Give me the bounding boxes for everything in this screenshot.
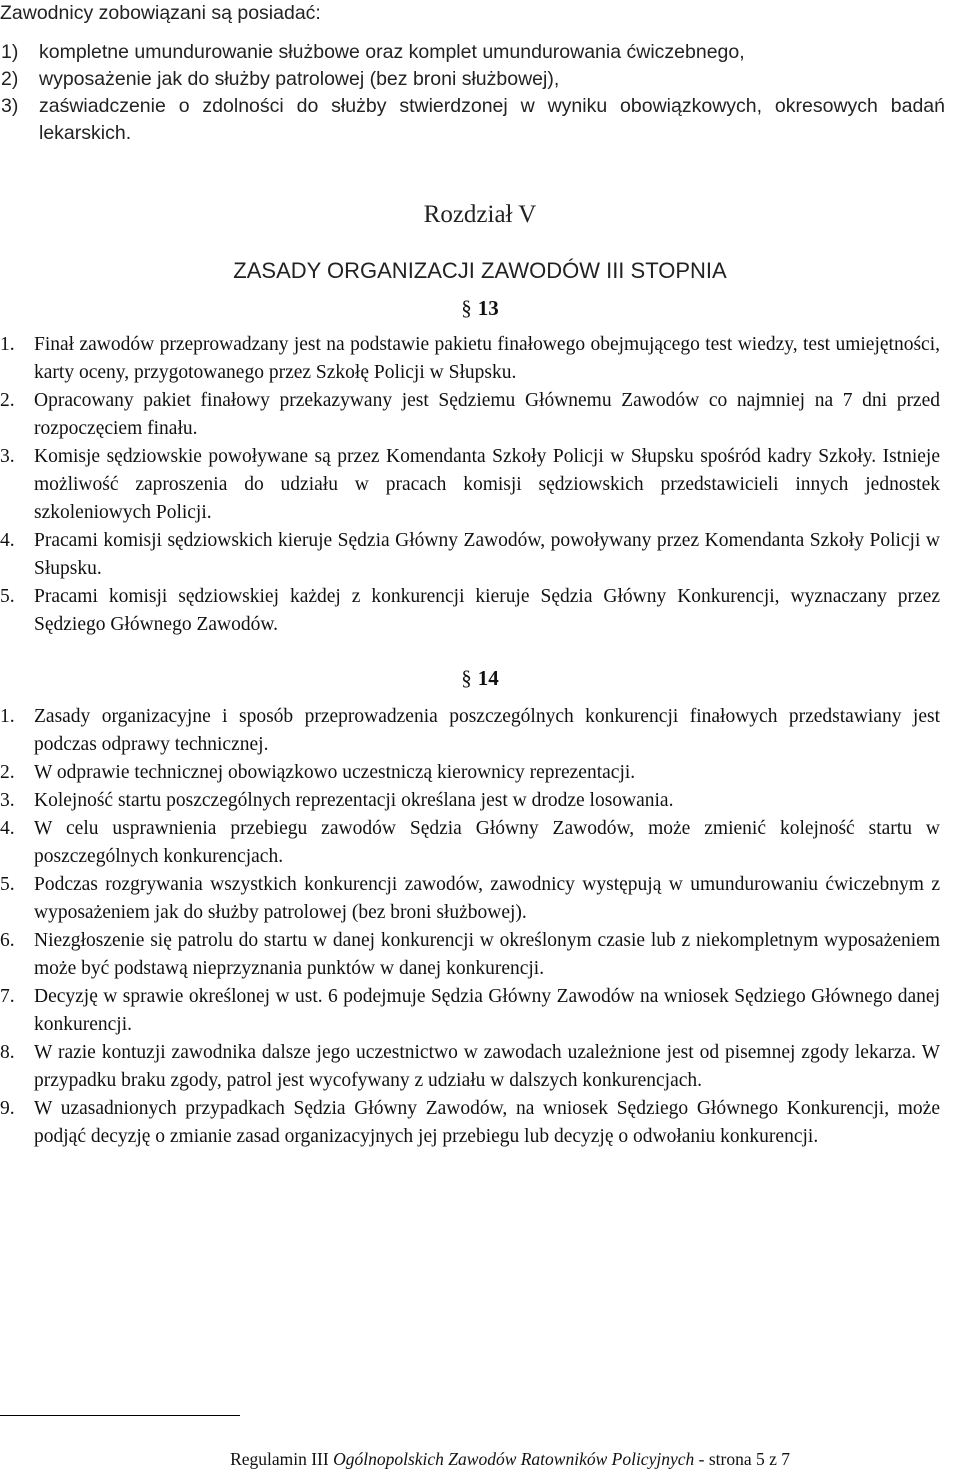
item-text: W odprawie technicznej obowiązkowo uczestniczą kierownicy reprezentacji. bbox=[34, 762, 636, 783]
footer-divider bbox=[0, 1415, 240, 1416]
item-text: W razie kontuzji zawodnika dalsze jego uczestnictwo w zawodach uzależnione jest od pisemnej zgody lekarza. W przypadku braku zgody, patrol jest wycofywany z udziału w dalszych konkurencjach. bbox=[34, 1042, 940, 1091]
item-number: 2. bbox=[0, 762, 15, 783]
list-item bbox=[0, 815, 940, 871]
item-number: 4. bbox=[0, 530, 15, 551]
section-number: 14 bbox=[477, 666, 499, 690]
intro-block bbox=[0, 0, 945, 147]
footer-prefix: Regulamin III bbox=[230, 1449, 334, 1469]
item-text: zaświadczenie o zdolności do służby stwierdzonej w wyniku obowiązkowych, okresowych badań lekarskich. bbox=[39, 95, 945, 144]
page-footer bbox=[230, 1448, 790, 1470]
section-heading-13 bbox=[0, 294, 960, 322]
item-number: 8. bbox=[0, 1042, 15, 1063]
chapter-title: Rozdział V bbox=[423, 201, 537, 228]
item-number: 6. bbox=[0, 930, 15, 951]
item-text: W uzasadnionych przypadkach Sędzia Główny Zawodów, na wniosek Sędziego Głównego Konkurencji, może podjąć decyzję o zmianie zasad organizacyjnych jej przebiegu lub decyzję o odwołaniu konkurencji. bbox=[34, 1098, 940, 1147]
list-item bbox=[0, 39, 945, 66]
section-sign: § bbox=[461, 666, 472, 690]
item-text: Opracowany pakiet finałowy przekazywany jest Sędziemu Głównemu Zawodów co najmniej na 7 dni przed rozpoczęciem finału. bbox=[34, 390, 940, 439]
item-number: 9. bbox=[0, 1098, 15, 1119]
item-text: Finał zawodów przeprowadzany jest na podstawie pakietu finałowego obejmującego test wiedzy, test umiejętności, karty oceny, przygotowanego przez Szkołę Policji w Słupsku. bbox=[34, 334, 940, 383]
item-text: Pracami komisji sędziowskiej każdej z konkurencji kieruje Sędzia Główny Konkurencji, wyznaczany przez Sędziego Głównego Zawodów. bbox=[34, 586, 940, 635]
item-text: Zasady organizacyjne i sposób przeprowadzenia poszczególnych konkurencji finałowych przedstawiany jest podczas odprawy technicznej. bbox=[34, 706, 940, 755]
item-text: W celu usprawnienia przebiegu zawodów Sędzia Główny Zawodów, może zmienić kolejność startu w poszczególnych konkurencjach. bbox=[34, 818, 940, 867]
list-item bbox=[0, 331, 940, 387]
item-text: Pracami komisji sędziowskich kieruje Sędzia Główny Zawodów, powoływany przez Komendanta Szkoły Policji w Słupsku. bbox=[34, 530, 940, 579]
section-14-list bbox=[0, 703, 940, 1151]
item-number: 7. bbox=[0, 986, 15, 1007]
list-item bbox=[0, 983, 940, 1039]
item-text: Niezgłoszenie się patrolu do startu w danej konkurencji w określonym czasie lub z niekompletnym wyposażeniem może być podstawą nieprzyznania punktów w danej konkurencji. bbox=[34, 930, 940, 979]
item-number: 4. bbox=[0, 818, 15, 839]
item-number: 5. bbox=[0, 874, 15, 895]
list-item bbox=[0, 703, 940, 759]
item-text: Decyzję w sprawie określonej w ust. 6 podejmuje Sędzia Główny Zawodów na wniosek Sędziego Głównego danej konkurencji. bbox=[34, 986, 940, 1035]
chapter-subtitle: ZASADY ORGANIZACJI ZAWODÓW III STOPNIA bbox=[233, 258, 727, 283]
item-number: 3. bbox=[0, 446, 15, 467]
list-item bbox=[0, 93, 945, 147]
list-item bbox=[0, 927, 940, 983]
item-text: Komisje sędziowskie powoływane są przez Komendanta Szkoły Policji w Słupsku spośród kadry Szkoły. Istnieje możliwość zaproszenia do udziału w pracach komisji sędziowskich przedstawicieli innych jednostek szkoleniowych Policji. bbox=[34, 446, 940, 523]
item-number: 1) bbox=[1, 41, 19, 63]
list-item bbox=[0, 1095, 940, 1151]
item-number: 1. bbox=[0, 706, 15, 727]
item-text: kompletne umundurowanie służbowe oraz komplet umundurowania ćwiczebnego, bbox=[39, 41, 745, 63]
list-item bbox=[0, 759, 940, 787]
item-number: 1. bbox=[0, 334, 15, 355]
list-item bbox=[0, 871, 940, 927]
intro-lead: Zawodnicy zobowiązani są posiadać: bbox=[0, 2, 321, 24]
section-sign: § bbox=[461, 296, 472, 320]
item-number: 2) bbox=[1, 68, 19, 90]
item-text: Podczas rozgrywania wszystkich konkurencji zawodów, zawodnicy występują w umundurowaniu ćwiczebnym z wyposażeniem jak do służby patrolowej (bez broni służbowej). bbox=[34, 874, 940, 923]
item-number: 5. bbox=[0, 586, 15, 607]
list-item bbox=[0, 1039, 940, 1095]
item-number: 2. bbox=[0, 390, 15, 411]
list-item bbox=[0, 527, 940, 583]
item-text: wyposażenie jak do służby patrolowej (bez broni służbowej), bbox=[39, 68, 560, 90]
intro-list bbox=[0, 39, 945, 147]
section-number: 13 bbox=[477, 296, 499, 320]
item-number: 3. bbox=[0, 790, 15, 811]
list-item bbox=[0, 787, 940, 815]
footer-page-number: - strona 5 z 7 bbox=[694, 1449, 790, 1469]
item-number: 3) bbox=[1, 95, 19, 117]
list-item bbox=[0, 66, 945, 93]
list-item bbox=[0, 583, 940, 639]
list-item bbox=[0, 443, 940, 527]
item-text: Kolejność startu poszczególnych reprezentacji określana jest w drodze losowania. bbox=[34, 790, 674, 811]
list-item bbox=[0, 387, 940, 443]
section-13-list bbox=[0, 331, 940, 639]
footer-title: Ogólnopolskich Zawodów Ratowników Policyjnych bbox=[333, 1449, 695, 1469]
section-heading-14 bbox=[0, 664, 960, 692]
